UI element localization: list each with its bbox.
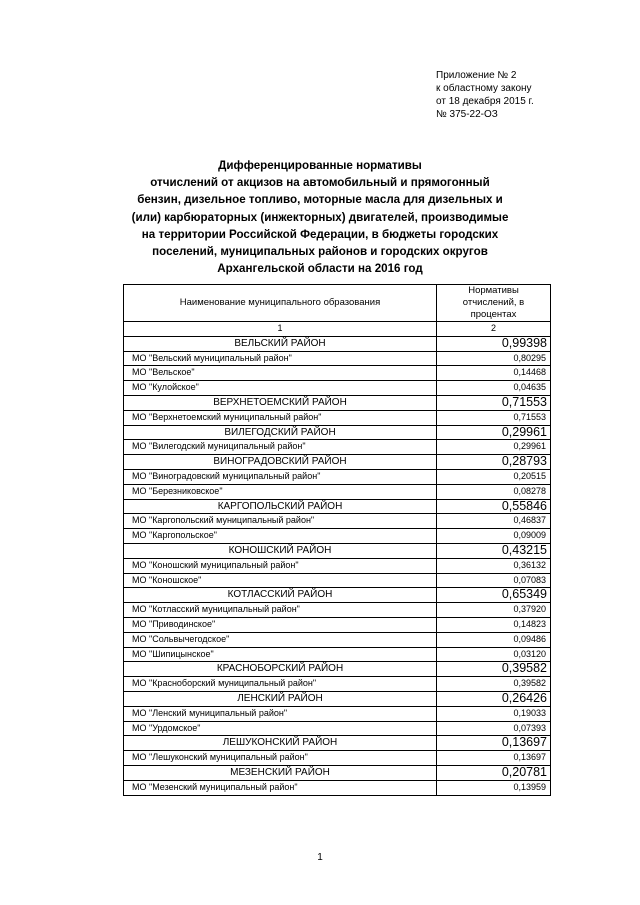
column-number: 2 — [437, 322, 551, 337]
district-name: ВИНОГРАДОВСКИЙ РАЙОН — [124, 455, 437, 470]
annex-line: от 18 декабря 2015 г. — [436, 96, 534, 107]
municipality-row — [124, 706, 551, 721]
municipality-row — [124, 529, 551, 544]
municipality-name: МО "Красноборский муниципальный район" — [124, 677, 437, 692]
municipality-norm-value: 0,20515 — [437, 469, 551, 484]
municipality-norm-value: 0,71553 — [437, 410, 551, 425]
municipality-row — [124, 647, 551, 662]
municipality-name: МО "Березниковское" — [124, 484, 437, 499]
municipality-row — [124, 603, 551, 618]
municipality-name: МО "Виноградовский муниципальный район" — [124, 469, 437, 484]
district-row — [124, 765, 551, 780]
district-row — [124, 543, 551, 558]
municipality-name: МО "Вельский муниципальный район" — [124, 351, 437, 366]
municipality-norm-value: 0,08278 — [437, 484, 551, 499]
document-title — [100, 157, 540, 277]
title-line: поселений, муниципальных районов и городских округов — [152, 245, 488, 259]
district-name: ВЕЛЬСКИЙ РАЙОН — [124, 336, 437, 351]
municipality-name: МО "Кулойское" — [124, 381, 437, 396]
municipality-row — [124, 366, 551, 381]
district-norm-value: 0,65349 — [437, 588, 551, 603]
municipality-row — [124, 573, 551, 588]
table-header-row — [124, 285, 551, 322]
title-line: отчислений от акцизов на автомобильный и прямогонный — [150, 176, 490, 190]
title-line: бензин, дизельное топливо, моторные масла для дизельных и — [137, 193, 503, 207]
municipality-name: МО "Сольвычегодское" — [124, 632, 437, 647]
municipality-norm-value: 0,09486 — [437, 632, 551, 647]
district-norm-value: 0,13697 — [437, 736, 551, 751]
municipality-row — [124, 751, 551, 766]
district-norm-value: 0,29961 — [437, 425, 551, 440]
district-row — [124, 588, 551, 603]
municipality-row — [124, 410, 551, 425]
column-header-name: Наименование муниципального образования — [124, 285, 437, 322]
municipality-norm-value: 0,46837 — [437, 514, 551, 529]
municipality-name: МО "Шипицынское" — [124, 647, 437, 662]
column-header-norms: Нормативы отчислений, в процентах — [437, 285, 551, 322]
municipality-norm-value: 0,03120 — [437, 647, 551, 662]
municipality-row — [124, 381, 551, 396]
district-name: ЛЕНСКИЙ РАЙОН — [124, 691, 437, 706]
municipality-norm-value: 0,13959 — [437, 780, 551, 795]
page-number: 1 — [317, 852, 323, 863]
municipality-name: МО "Каргопольское" — [124, 529, 437, 544]
municipality-name: МО "Каргопольский муниципальный район" — [124, 514, 437, 529]
district-row — [124, 499, 551, 514]
district-row — [124, 455, 551, 470]
municipality-name: МО "Коношский муниципальный район" — [124, 558, 437, 573]
norms-table — [123, 284, 551, 796]
district-name: КОНОШСКИЙ РАЙОН — [124, 543, 437, 558]
annex-header — [436, 69, 534, 121]
municipality-name: МО "Лешуконский муниципальный район" — [124, 751, 437, 766]
district-norm-value: 0,20781 — [437, 765, 551, 780]
district-norm-value: 0,43215 — [437, 543, 551, 558]
municipality-norm-value: 0,04635 — [437, 381, 551, 396]
municipality-name: МО "Приводинское" — [124, 617, 437, 632]
district-norm-value: 0,39582 — [437, 662, 551, 677]
municipality-name: МО "Вилегодский муниципальный район" — [124, 440, 437, 455]
title-line: (или) карбюраторных (инжекторных) двигателей, производимые — [131, 210, 509, 224]
district-row — [124, 336, 551, 351]
municipality-row — [124, 558, 551, 573]
municipality-norm-value: 0,14468 — [437, 366, 551, 381]
municipality-norm-value: 0,37920 — [437, 603, 551, 618]
district-row — [124, 425, 551, 440]
municipality-name: МО "Котласский муниципальный район" — [124, 603, 437, 618]
title-line: на территории Российской Федерации, в бюджеты городских — [141, 227, 499, 241]
district-row — [124, 395, 551, 410]
municipality-row — [124, 514, 551, 529]
annex-line: Приложение № 2 — [436, 70, 517, 81]
municipality-name: МО "Мезенский муниципальный район" — [124, 780, 437, 795]
district-name: КАРГОПОЛЬСКИЙ РАЙОН — [124, 499, 437, 514]
municipality-row — [124, 440, 551, 455]
column-number: 1 — [124, 322, 437, 337]
municipality-norm-value: 0,14823 — [437, 617, 551, 632]
district-name: ВЕРХНЕТОЕМСКИЙ РАЙОН — [124, 395, 437, 410]
municipality-name: МО "Коношское" — [124, 573, 437, 588]
municipality-norm-value: 0,19033 — [437, 706, 551, 721]
district-norm-value: 0,71553 — [437, 395, 551, 410]
municipality-norm-value: 0,13697 — [437, 751, 551, 766]
municipality-name: МО "Ленский муниципальный район" — [124, 706, 437, 721]
district-name: КОТЛАССКИЙ РАЙОН — [124, 588, 437, 603]
district-row — [124, 736, 551, 751]
municipality-norm-value: 0,09009 — [437, 529, 551, 544]
municipality-norm-value: 0,29961 — [437, 440, 551, 455]
municipality-row — [124, 617, 551, 632]
district-row — [124, 691, 551, 706]
district-norm-value: 0,99398 — [437, 336, 551, 351]
district-norm-value: 0,28793 — [437, 455, 551, 470]
municipality-name: МО "Вельское" — [124, 366, 437, 381]
municipality-norm-value: 0,36132 — [437, 558, 551, 573]
district-norm-value: 0,55846 — [437, 499, 551, 514]
district-norm-value: 0,26426 — [437, 691, 551, 706]
municipality-name: МО "Верхнетоемский муниципальный район" — [124, 410, 437, 425]
municipality-row — [124, 484, 551, 499]
municipality-row — [124, 677, 551, 692]
district-name: МЕЗЕНСКИЙ РАЙОН — [124, 765, 437, 780]
municipality-norm-value: 0,39582 — [437, 677, 551, 692]
title-line: Архангельской области на 2016 год — [217, 262, 423, 276]
municipality-norm-value: 0,80295 — [437, 351, 551, 366]
municipality-norm-value: 0,07393 — [437, 721, 551, 736]
district-name: ЛЕШУКОНСКИЙ РАЙОН — [124, 736, 437, 751]
municipality-row — [124, 351, 551, 366]
municipality-row — [124, 632, 551, 647]
municipality-name: МО "Урдомское" — [124, 721, 437, 736]
municipality-row — [124, 721, 551, 736]
municipality-norm-value: 0,07083 — [437, 573, 551, 588]
column-number-row — [124, 322, 551, 337]
municipality-row — [124, 469, 551, 484]
annex-line: № 375-22-ОЗ — [436, 109, 498, 120]
district-row — [124, 662, 551, 677]
district-name: КРАСНОБОРСКИЙ РАЙОН — [124, 662, 437, 677]
district-name: ВИЛЕГОДСКИЙ РАЙОН — [124, 425, 437, 440]
municipality-row — [124, 780, 551, 795]
title-line: Дифференцированные нормативы — [218, 159, 422, 172]
annex-line: к областному закону — [436, 83, 532, 94]
